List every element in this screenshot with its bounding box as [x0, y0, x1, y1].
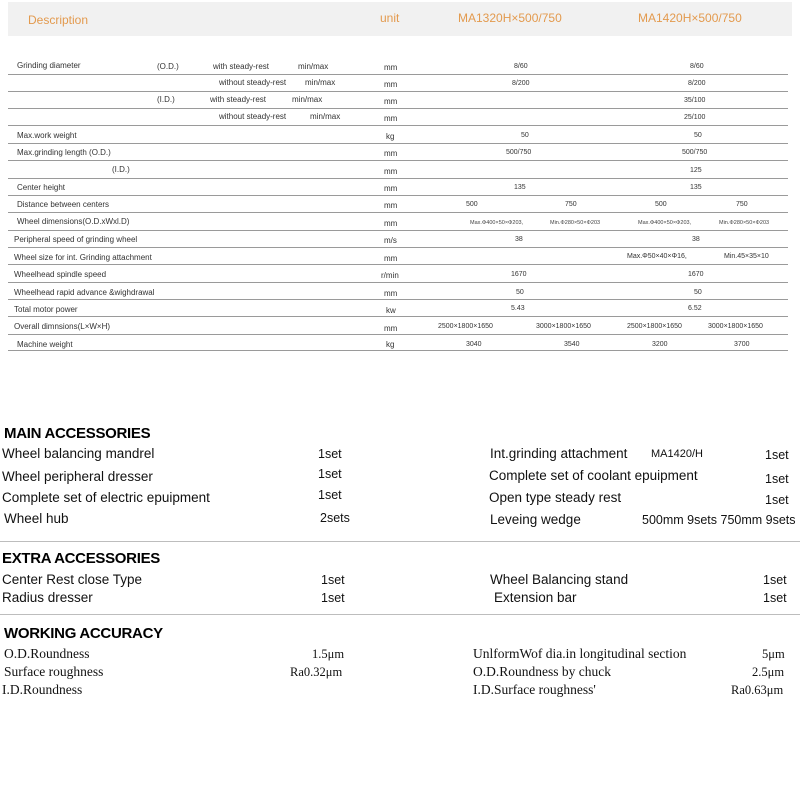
value-cell: 750 — [565, 201, 577, 208]
value-cell: 38 — [692, 236, 700, 243]
accessory-name: Radius dresser — [2, 590, 93, 605]
header-unit: unit — [380, 11, 400, 25]
value-cell: 3040 — [466, 341, 482, 348]
value-cell: 3000×1800×1650 — [708, 323, 763, 330]
row-label-distance-between-centers: Distance between centers — [17, 200, 110, 209]
unit-cell: r/min — [381, 271, 399, 280]
accessory-name: Extension bar — [494, 590, 577, 605]
value-cell: 2500×1800×1650 — [438, 323, 493, 330]
accessory-name: Wheel peripheral dresser — [2, 469, 153, 484]
row-label-max-work-weight: Max.work weight — [17, 131, 77, 140]
accessory-qty: 1set — [318, 467, 342, 481]
minmax-label: min/max — [292, 95, 323, 104]
section-divider — [0, 614, 800, 615]
working-accuracy-title: WORKING ACCURACY — [4, 625, 163, 642]
unit-cell: mm — [384, 289, 398, 298]
header-model-2: MA1420H×500/750 — [638, 11, 742, 25]
row-divider — [8, 299, 788, 300]
with-steady-rest-label: with steady-rest — [210, 95, 267, 104]
accessory-qty: 1set — [763, 591, 787, 605]
value-cell: Max.Φ400×50×Φ203, — [470, 220, 524, 226]
with-steady-rest-label: with steady-rest — [213, 62, 270, 71]
row-label-machine-weight: Machine weight — [17, 340, 73, 349]
row-divider — [8, 316, 788, 317]
unit-cell: mm — [384, 149, 398, 158]
accuracy-value: 2.5μm — [752, 665, 785, 679]
accuracy-value: Ra0.32μm — [290, 665, 343, 679]
unit-cell: kw — [386, 306, 396, 315]
value-cell: 50 — [694, 132, 702, 139]
accessory-qty: 1set — [765, 448, 789, 462]
row-divider — [8, 74, 788, 75]
unit-cell: mm — [384, 114, 398, 123]
accuracy-name: I.D.Roundness — [2, 682, 83, 697]
value-cell: 35/100 — [684, 97, 706, 104]
id-label: (I.D.) — [157, 95, 175, 104]
value-cell: 50 — [516, 289, 524, 296]
value-cell: 8/60 — [514, 63, 528, 70]
accessory-qty: 500mm 9sets 750mm 9sets — [642, 513, 796, 527]
od-label: (O.D.) — [157, 62, 179, 71]
value-cell: 25/100 — [684, 114, 706, 121]
value-cell: 8/200 — [688, 80, 706, 87]
accessory-name: Wheel hub — [4, 511, 69, 526]
row-label-grinding-diameter: Grinding diameter — [17, 61, 81, 70]
minmax-label: min/max — [310, 112, 341, 121]
value-cell: 1670 — [688, 271, 704, 278]
row-label-peripheral-speed: Peripheral speed of grinding wheel — [14, 235, 138, 244]
value-cell: Min.Φ280×50×Φ203 — [719, 220, 770, 226]
unit-cell: mm — [384, 63, 398, 72]
value-cell: 135 — [514, 184, 526, 191]
row-label-spindle-speed: Wheelhead spindle speed — [14, 270, 107, 279]
id-label: (I.D.) — [112, 165, 130, 174]
row-divider — [8, 195, 788, 196]
accuracy-name: O.D.Roundness — [4, 646, 90, 661]
accessory-qty: 1set — [765, 472, 789, 486]
value-cell: 50 — [694, 289, 702, 296]
row-label-max-grinding-length: Max.grinding length (O.D.) — [17, 148, 111, 157]
value-cell: 6.52 — [688, 305, 702, 312]
accessory-name: Leveing wedge — [490, 512, 581, 527]
row-divider — [8, 125, 788, 126]
accessory-name: Center Rest close Type — [2, 572, 143, 587]
row-divider — [8, 91, 788, 92]
value-cell: 500 — [655, 201, 667, 208]
value-cell: 8/200 — [512, 80, 530, 87]
extra-accessories-title: EXTRA ACCESSORIES — [2, 550, 160, 567]
value-cell: Min.45×35×10 — [724, 253, 769, 260]
row-divider — [8, 264, 788, 265]
accessory-name: Complete set of electric epuipment — [2, 490, 210, 505]
value-cell: 3000×1800×1650 — [536, 323, 591, 330]
row-divider — [8, 160, 788, 161]
value-cell: 38 — [515, 236, 523, 243]
unit-cell: mm — [384, 184, 398, 193]
unit-cell: mm — [384, 201, 398, 210]
accessory-name: Int.grinding attachment — [490, 446, 628, 461]
row-divider — [8, 282, 788, 283]
accessory-qty: 1set — [321, 591, 345, 605]
accuracy-name: Surface roughness — [4, 664, 104, 679]
unit-cell: m/s — [384, 236, 397, 245]
row-label-wheel-dimensions: Wheel dimensions(O.D.xWxl.D) — [17, 217, 130, 226]
row-divider — [8, 178, 788, 179]
value-cell: 500/750 — [506, 149, 532, 156]
accuracy-name: O.D.Roundness by chuck — [473, 664, 611, 679]
row-divider — [8, 247, 788, 248]
accessory-qty: 1set — [763, 573, 787, 587]
row-divider — [8, 143, 788, 144]
minmax-label: min/max — [298, 62, 329, 71]
without-steady-rest-label: without steady-rest — [219, 78, 287, 87]
row-divider — [8, 350, 788, 351]
value-cell: Max.Φ400×50×Φ203, — [638, 220, 692, 226]
row-label-rapid-advance: Wheelhead rapid advance &wighdrawal — [14, 288, 155, 297]
accessory-qty: 1set — [318, 447, 342, 461]
without-steady-rest-label: without steady-rest — [219, 112, 287, 121]
accuracy-name: UnlformWof dia.in longitudinal section — [473, 646, 687, 661]
row-label-center-height: Center height — [17, 183, 66, 192]
accessory-qty: 1set — [318, 488, 342, 502]
value-cell: Max.Φ50×40×Φ16, — [627, 253, 687, 260]
accuracy-value: 1.5μm — [312, 647, 345, 661]
accessory-qty: 2sets — [320, 511, 350, 525]
value-cell: Min.Φ280×50×Φ203 — [550, 220, 601, 226]
accuracy-value: 5μm — [762, 647, 785, 661]
value-cell: 50 — [521, 132, 529, 139]
accessory-qty: 1set — [765, 493, 789, 507]
minmax-label: min/max — [305, 78, 336, 87]
accessory-name: Open type steady rest — [489, 490, 622, 505]
value-cell: 3700 — [734, 341, 750, 348]
row-divider — [8, 212, 788, 213]
row-divider — [8, 334, 788, 335]
row-label-wheel-size-int: Wheel size for int. Grinding attachment — [14, 253, 152, 262]
unit-cell: mm — [384, 167, 398, 176]
value-cell: 500/750 — [682, 149, 708, 156]
section-divider — [0, 541, 800, 542]
main-accessories-title: MAIN ACCESSORIES — [4, 425, 151, 442]
value-cell: 5.43 — [511, 305, 525, 312]
unit-cell: mm — [384, 254, 398, 263]
unit-cell: mm — [384, 324, 398, 333]
accessory-name: Wheel Balancing stand — [490, 572, 629, 587]
accessory-qty: 1set — [321, 573, 345, 587]
value-cell: 2500×1800×1650 — [627, 323, 682, 330]
value-cell: 750 — [736, 201, 748, 208]
row-divider — [8, 108, 788, 109]
unit-cell: mm — [384, 80, 398, 89]
accuracy-value: Ra0.63μm — [731, 683, 784, 697]
value-cell: 3540 — [564, 341, 580, 348]
value-cell: 3200 — [652, 341, 668, 348]
row-label-total-motor-power: Total motor power — [14, 305, 78, 314]
value-cell: 1670 — [511, 271, 527, 278]
row-label-overall-dimensions: Overall dimnsions(L×W×H) — [14, 322, 111, 331]
unit-cell: mm — [384, 219, 398, 228]
accessory-name: Complete set of coolant epuipment — [489, 468, 698, 483]
accuracy-name: I.D.Surface roughness' — [473, 682, 596, 697]
unit-cell: kg — [386, 340, 395, 349]
value-cell: 8/60 — [690, 63, 704, 70]
unit-cell: mm — [384, 97, 398, 106]
unit-cell: kg — [386, 132, 395, 141]
accessory-model: MA1420/H — [651, 448, 703, 460]
value-cell: 135 — [690, 184, 702, 191]
value-cell: 125 — [690, 167, 702, 174]
value-cell: 500 — [466, 201, 478, 208]
row-divider — [8, 230, 788, 231]
header-model-1: MA1320H×500/750 — [458, 11, 562, 25]
accessory-name: Wheel balancing mandrel — [2, 446, 155, 461]
header-description: Description — [28, 13, 89, 27]
